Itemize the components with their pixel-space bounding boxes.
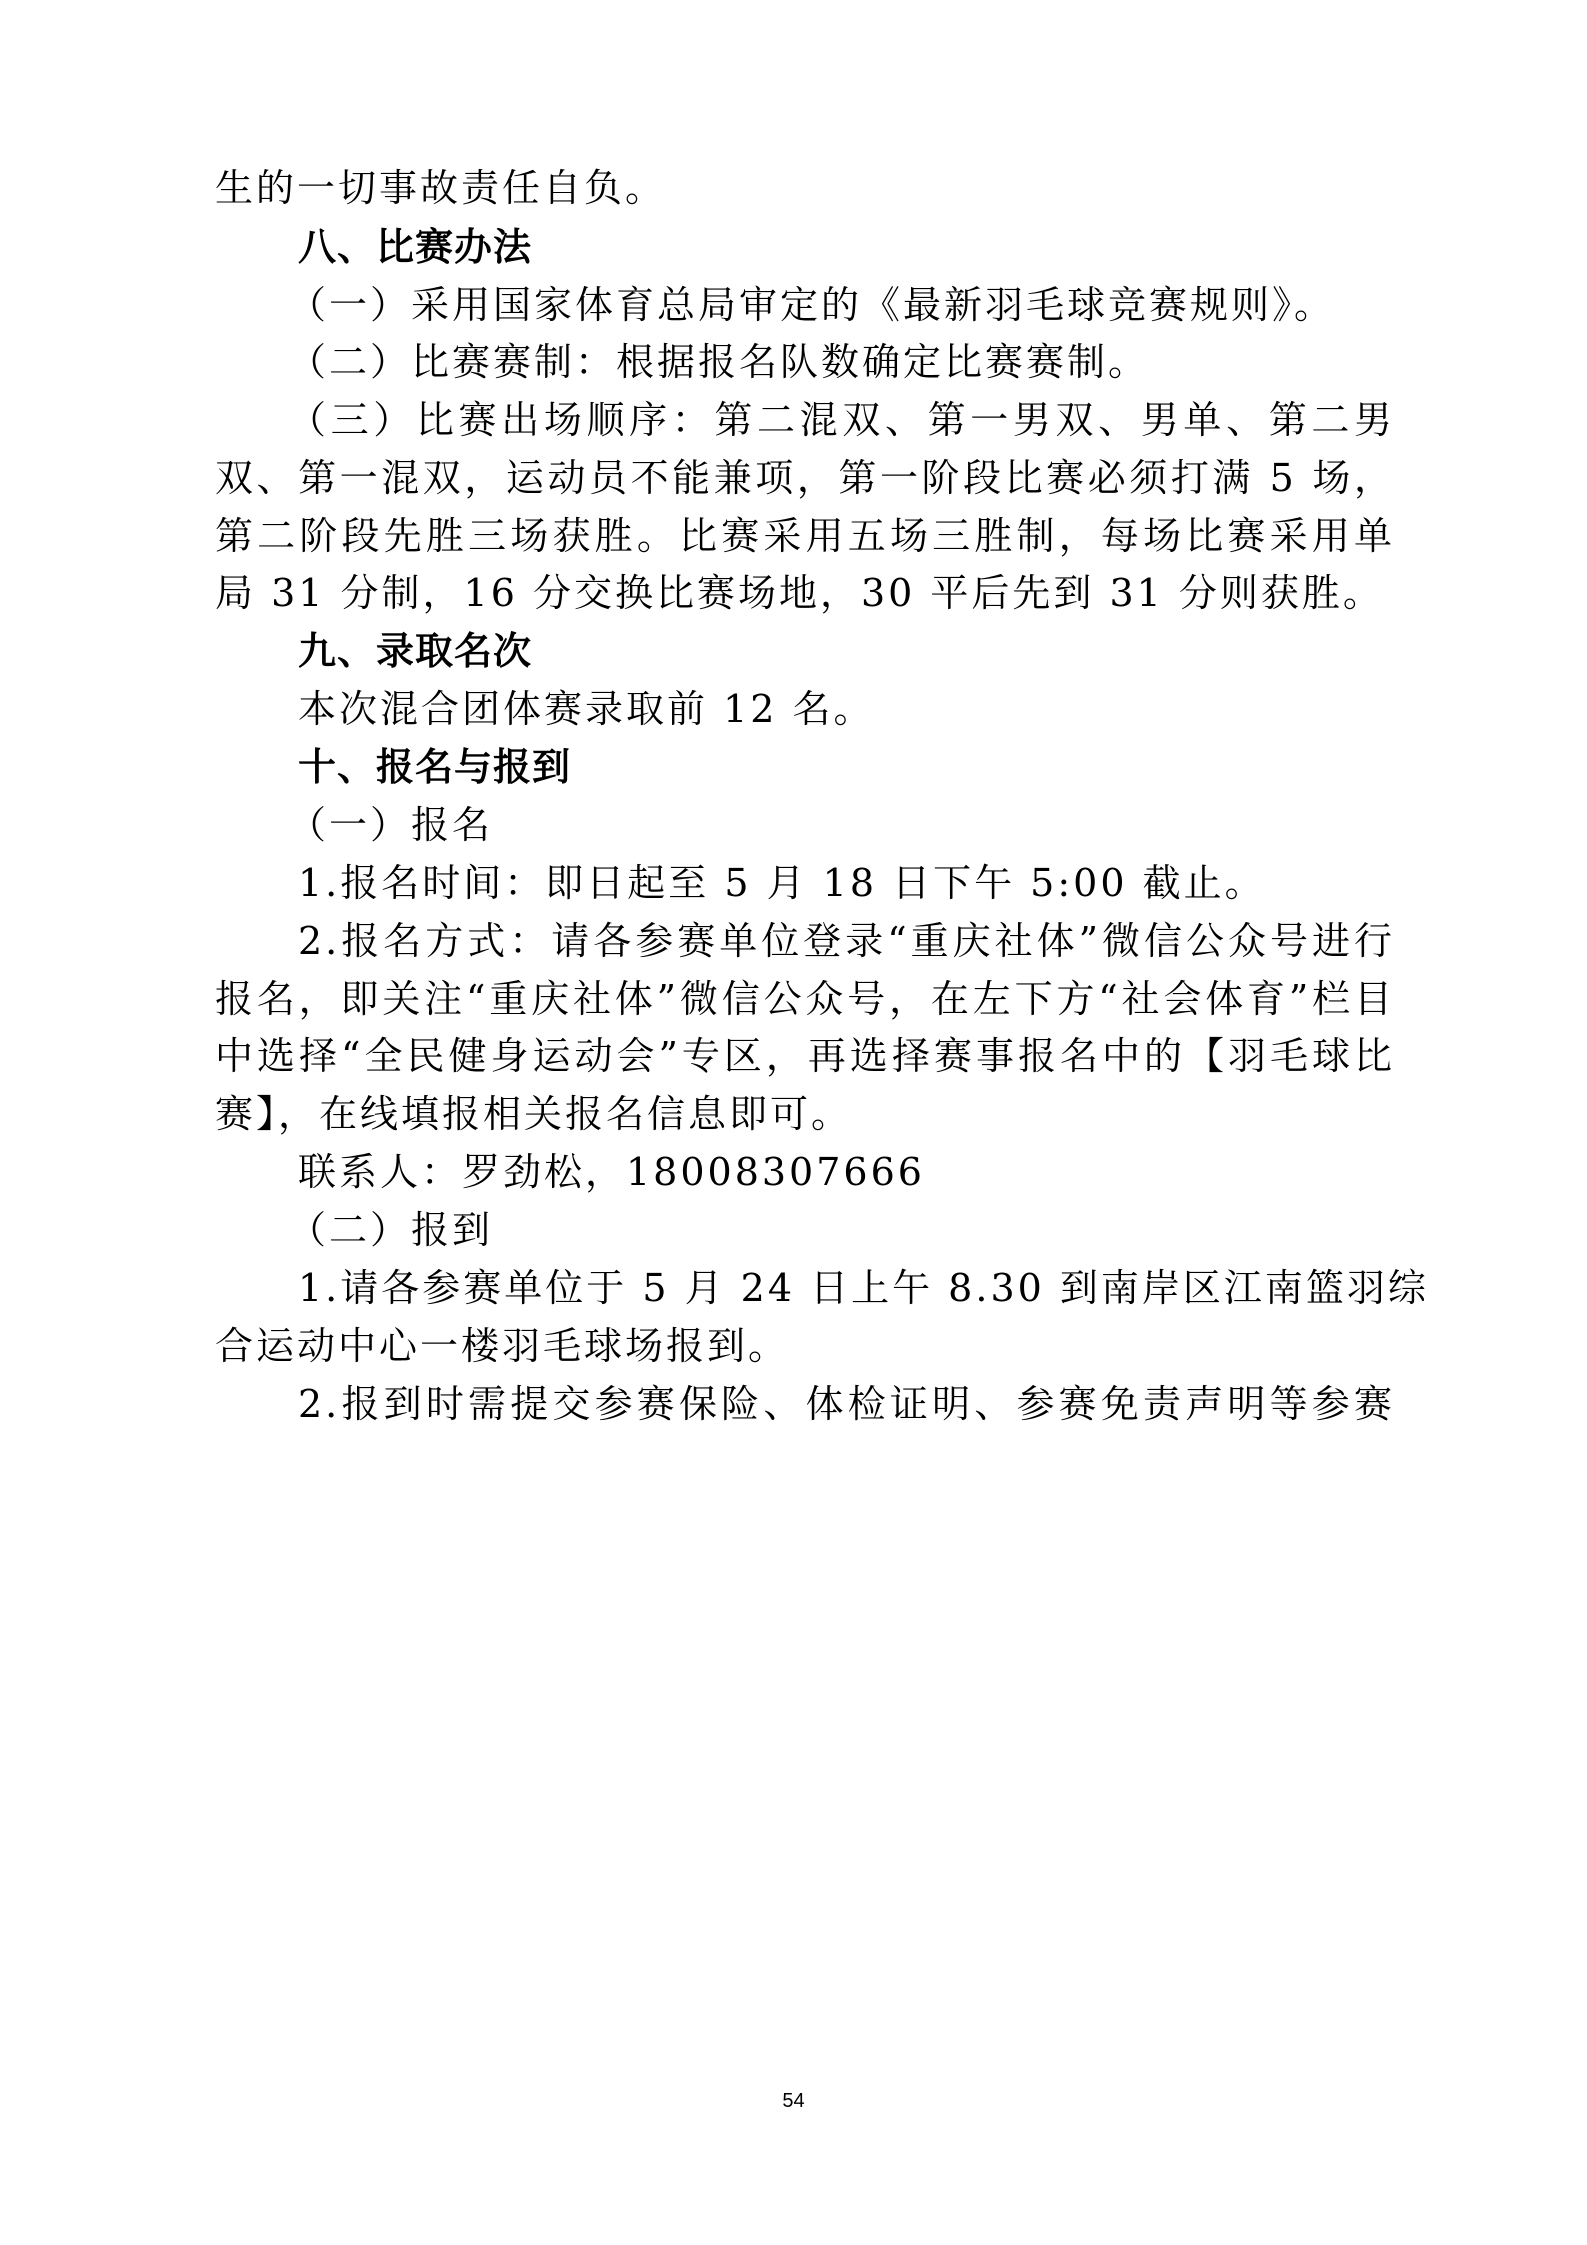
section-heading-10: 十、报名与报到 bbox=[298, 745, 572, 789]
registration-time: 1.报名时间：即日起至 5 月 18 日下午 5:00 截止。 bbox=[298, 861, 1266, 905]
paragraph-continuation: 生的一切事故责任自负。 bbox=[215, 166, 667, 210]
rule-item-3-line-1: （三）比赛出场顺序：第二混双、第一男双、男单、第二男 bbox=[288, 398, 1395, 442]
subsection-registration: （一）报名 bbox=[288, 803, 494, 847]
registration-method-line-2: 报名，即关注“重庆社体”微信公众号，在左下方“社会体育”栏目 bbox=[215, 977, 1395, 1021]
page-number: 54 bbox=[782, 2090, 805, 2112]
rule-item-1: （一）采用国家体育总局审定的《最新羽毛球竞赛规则》。 bbox=[288, 283, 1336, 327]
registration-method-line-4: 赛】，在线填报相关报名信息即可。 bbox=[215, 1092, 853, 1136]
subsection-check-in: （二）报到 bbox=[288, 1208, 494, 1252]
check-in-item-2-line-1: 2.报到时需提交参赛保险、体检证明、参赛免责声明等参赛 bbox=[298, 1382, 1395, 1426]
check-in-item-1-line-1: 1.请各参赛单位于 5 月 24 日上午 8.30 到南岸区江南篮羽综 bbox=[298, 1266, 1429, 1310]
rule-item-3-line-3: 第二阶段先胜三场获胜。比赛采用五场三胜制，每场比赛采用单 bbox=[215, 514, 1395, 558]
registration-method-line-1: 2.报名方式：请各参赛单位登录“重庆社体”微信公众号进行 bbox=[298, 919, 1395, 963]
registration-method-line-3: 中选择“全民健身运动会”专区，再选择赛事报名中的【羽毛球比 bbox=[215, 1034, 1395, 1078]
section-heading-8: 八、比赛办法 bbox=[298, 225, 533, 269]
ranking-paragraph: 本次混合团体赛录取前 12 名。 bbox=[298, 687, 875, 731]
contact-person: 联系人：罗劲松，18008307666 bbox=[298, 1150, 925, 1194]
rule-item-3-line-4: 局 31 分制，16 分交换比赛场地，30 平后先到 31 分则获胜。 bbox=[215, 571, 1384, 615]
check-in-item-1-line-2: 合运动中心一楼羽毛球场报到。 bbox=[215, 1324, 790, 1368]
rule-item-3-line-2: 双、第一混双，运动员不能兼项，第一阶段比赛必须打满 5 场， bbox=[215, 456, 1395, 500]
section-heading-9: 九、录取名次 bbox=[298, 629, 533, 673]
rule-item-2: （二）比赛赛制：根据报名队数确定比赛赛制。 bbox=[288, 340, 1150, 384]
